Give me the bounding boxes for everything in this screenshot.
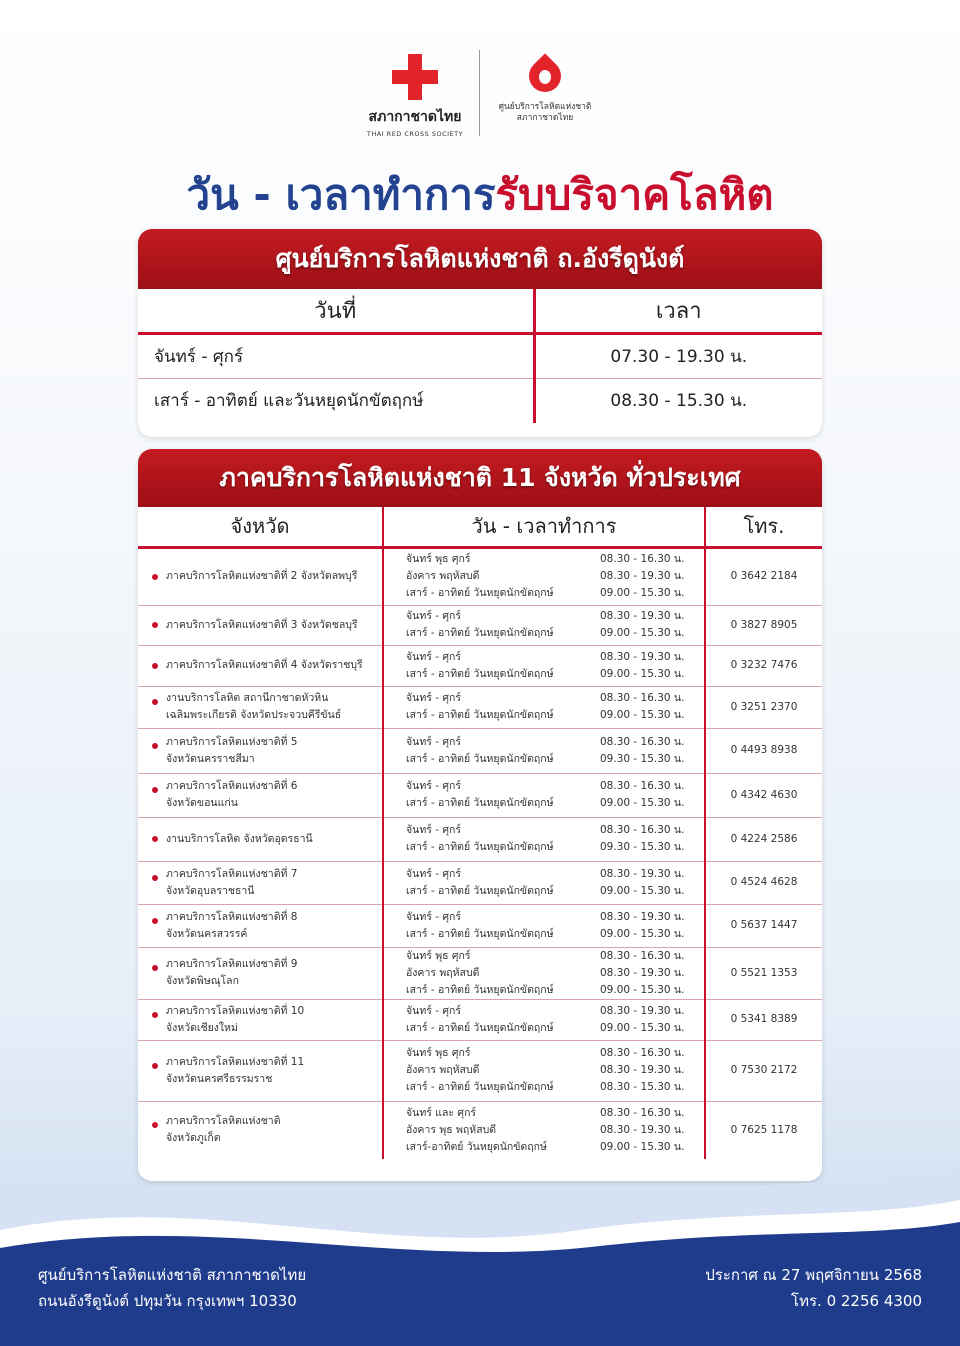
schedule-hours: 09.00 - 15.30 น. <box>600 1140 685 1153</box>
regional-heading: ภาคบริการโลหิตแห่งชาติ 11 จังหวัด ทั่วประเทศ <box>138 449 822 507</box>
schedule-hours: 08.30 - 19.30 น. <box>600 910 685 923</box>
bullet-icon <box>152 663 158 669</box>
province-name <box>138 1054 382 1088</box>
regional-table <box>138 507 822 1159</box>
schedule-days: เสาร์ - อาทิตย์ วันหยุดนักขัตฤกษ์ <box>406 841 554 853</box>
schedule-hours: 08.30 - 15.30 น. <box>600 1081 685 1093</box>
schedule-hours: 09.30 - 15.30 น. <box>600 841 685 853</box>
schedule-hours: 09.00 - 15.30 น. <box>600 667 685 680</box>
schedule-hours: 08.30 - 16.30 น. <box>600 1106 685 1119</box>
phone-cell: 0 3232 7476 <box>705 645 822 686</box>
province-name-line: เฉลิมพระเกียรติ จังหวัดประจวบคีรีขันธ์ <box>166 709 342 721</box>
province-cell <box>138 547 383 605</box>
province-cell <box>138 728 383 773</box>
schedule-hours: 09.00 - 15.30 น. <box>600 627 685 639</box>
table-row <box>138 605 822 645</box>
footer-org-name: ศูนย์บริการโลหิตแห่งชาติ สภากาชาดไทย <box>38 1266 307 1284</box>
phone-cell: 0 4524 4628 <box>705 861 822 904</box>
column-header-phone: โทร. <box>705 507 822 547</box>
thai-red-cross-logo <box>360 54 470 138</box>
schedule-days: เสาร์ - อาทิตย์ วันหยุดนักขัตฤกษ์ <box>406 983 554 996</box>
table-row <box>138 817 822 861</box>
schedule-hours: 09.00 - 15.30 น. <box>600 709 685 721</box>
schedule-days: เสาร์ - อาทิตย์ วันหยุดนักขัตฤกษ์ <box>406 927 554 940</box>
phone-cell: 0 5521 1353 <box>705 947 822 999</box>
schedule-days: เสาร์ - อาทิตย์ วันหยุดนักขัตฤกษ์ <box>406 667 554 680</box>
province-name <box>138 831 382 848</box>
schedule-days: จันทร์ พุธ ศุกร์ <box>406 553 471 565</box>
schedule-hours: 09.00 - 15.30 น. <box>600 983 685 996</box>
province-cell <box>138 904 383 947</box>
schedule-days: เสาร์ - อาทิตย์ วันหยุดนักขัตฤกษ์ <box>406 1021 554 1034</box>
province-name-line: ภาคบริการโลหิตแห่งชาติที่ 10 <box>166 1004 305 1017</box>
schedule-days: จันทร์ - ศุกร์ <box>406 692 462 704</box>
schedule-days: อังคาร พฤหัสบดี <box>406 966 480 979</box>
province-cell <box>138 605 383 645</box>
schedule-hours: 09.00 - 15.30 น. <box>600 884 685 897</box>
footer-info <box>705 1262 922 1314</box>
bullet-icon <box>152 875 158 881</box>
hours-cell <box>383 773 705 817</box>
schedule-days: เสาร์ - อาทิตย์ วันหยุดนักขัตฤกษ์ <box>406 797 554 809</box>
schedule-days: เสาร์ - อาทิตย์ วันหยุดนักขัตฤกษ์ <box>406 1081 554 1093</box>
province-cell <box>138 817 383 861</box>
table-row <box>138 1040 822 1101</box>
schedule-hours: 08.30 - 16.30 น. <box>600 692 685 704</box>
schedule-days: จันทร์ - ศุกร์ <box>406 650 462 663</box>
trc-name-thai: สภากาชาดไทย <box>368 109 462 125</box>
bullet-icon <box>152 622 158 628</box>
schedule-days: จันทร์ - ศุกร์ <box>406 824 462 836</box>
schedule-hours: 09.30 - 15.30 น. <box>600 752 685 765</box>
schedule-days: จันทร์ พุธ ศุกร์ <box>406 1047 471 1059</box>
schedule-hours: 08.30 - 16.30 น. <box>600 1047 685 1059</box>
schedule-days: จันทร์ และ ศุกร์ <box>406 1106 477 1119</box>
bullet-icon <box>152 1122 158 1128</box>
bullet-icon <box>152 699 158 705</box>
main-center-heading: ศูนย์บริการโลหิตแห่งชาติ ถ.อังรีดูนังต์ <box>138 229 822 289</box>
footer-street: ถนนอังรีดูนังต์ ปทุมวัน กรุงเทพฯ 10330 <box>38 1292 297 1310</box>
bullet-icon <box>152 1012 158 1018</box>
column-header-province: จังหวัด <box>138 507 383 547</box>
schedule-hours: 08.30 - 16.30 น. <box>600 949 685 962</box>
hours-cell <box>383 861 705 904</box>
schedule-days: เสาร์ - อาทิตย์ วันหยุดนักขัตฤกษ์ <box>406 627 554 639</box>
province-name-line: ภาคบริการโลหิตแห่งชาติที่ 2 จังหวัดลพบุรี <box>166 570 358 582</box>
footer-address <box>38 1262 306 1314</box>
province-name <box>138 734 382 768</box>
table-row <box>138 728 822 773</box>
schedule-hours: 08.30 - 19.30 น. <box>600 966 685 979</box>
blood-center-logo <box>490 50 600 124</box>
province-name <box>138 866 382 900</box>
schedule-days: จันทร์ - ศุกร์ <box>406 780 462 792</box>
schedule-hours: 08.30 - 19.30 น. <box>600 867 685 880</box>
phone-cell: 0 3642 2184 <box>705 547 822 605</box>
table-row <box>138 333 822 378</box>
page-title <box>0 162 960 228</box>
schedule-hours: 09.00 - 15.30 น. <box>600 797 685 809</box>
phone-cell: 0 5341 8389 <box>705 999 822 1040</box>
bullet-icon <box>152 574 158 580</box>
schedule-days: จันทร์ - ศุกร์ <box>406 867 462 880</box>
province-name-line: ภาคบริการโลหิตแห่งชาติที่ 8 <box>166 910 298 923</box>
schedule-hours: 09.00 - 15.30 น. <box>600 927 685 940</box>
schedule-hours: 08.30 - 19.30 น. <box>600 1004 685 1017</box>
phone-cell: 0 4493 8938 <box>705 728 822 773</box>
phone-cell: 0 3827 8905 <box>705 605 822 645</box>
province-name-line: จังหวัดเชียงใหม่ <box>166 1021 238 1034</box>
province-cell <box>138 861 383 904</box>
province-name <box>138 909 382 943</box>
schedule-days: เสาร์ - อาทิตย์ วันหยุดนักขัตฤกษ์ <box>406 709 554 721</box>
red-cross-icon <box>392 54 438 100</box>
schedule-days: จันทร์ - ศุกร์ <box>406 610 462 622</box>
province-name-line: ภาคบริการโลหิตแห่งชาติ <box>166 1115 281 1128</box>
logo-divider <box>479 50 480 136</box>
table-row <box>138 378 822 423</box>
bullet-icon <box>152 918 158 924</box>
hours-cell <box>383 1040 705 1101</box>
day-cell: เสาร์ - อาทิตย์ และวันหยุดนักขัตฤกษ์ <box>138 378 534 423</box>
hours-cell <box>383 605 705 645</box>
bullet-icon <box>152 1063 158 1069</box>
hours-cell <box>383 728 705 773</box>
province-name-line: จังหวัดอุบลราชธานี <box>166 884 255 897</box>
footer-phone: โทร. 0 2256 4300 <box>791 1292 922 1310</box>
province-cell <box>138 686 383 728</box>
schedule-days: อังคาร พฤหัสบดี <box>406 1064 480 1076</box>
province-name-line: จังหวัดขอนแก่น <box>166 797 238 809</box>
hours-cell <box>383 547 705 605</box>
table-row <box>138 547 822 605</box>
time-cell: 07.30 - 19.30 น. <box>534 333 822 378</box>
main-center-card <box>138 229 822 437</box>
bullet-icon <box>152 743 158 749</box>
province-name-line: ภาคบริการโลหิตแห่งชาติที่ 5 <box>166 735 298 748</box>
province-name-line: ภาคบริการโลหิตแห่งชาติที่ 9 <box>166 958 298 970</box>
province-name-line: จังหวัดนครสวรรค์ <box>166 927 248 940</box>
schedule-hours: 08.30 - 16.30 น. <box>600 780 685 792</box>
schedule-hours: 08.30 - 19.30 น. <box>600 650 685 663</box>
province-name <box>138 657 382 674</box>
province-cell <box>138 999 383 1040</box>
hours-cell <box>383 947 705 999</box>
schedule-days: จันทร์ - ศุกร์ <box>406 910 462 923</box>
regional-table-body <box>138 547 822 1159</box>
schedule-hours: 08.30 - 16.30 น. <box>600 553 685 565</box>
schedule-hours: 08.30 - 19.30 น. <box>600 1064 685 1076</box>
nbc-name-line2: สภากาชาดไทย <box>516 113 574 123</box>
announcement-date: ประกาศ ณ 27 พฤศจิกายน 2568 <box>705 1266 922 1284</box>
province-name <box>138 778 382 812</box>
hours-cell <box>383 817 705 861</box>
schedule-hours: 08.30 - 16.30 น. <box>600 824 685 836</box>
province-name-line: งานบริการโลหิต สถานีกาชาดหัวหิน <box>166 692 329 704</box>
schedule-days: เสาร์-อาทิตย์ วันหยุดนักขัตฤกษ์ <box>406 1140 547 1153</box>
hours-cell <box>383 686 705 728</box>
column-header-hours: วัน - เวลาทำการ <box>383 507 705 547</box>
footer-wave <box>0 1150 960 1346</box>
trc-name-english: THAI RED CROSS SOCIETY <box>366 130 464 138</box>
bullet-icon <box>152 787 158 793</box>
hours-cell <box>383 645 705 686</box>
province-name-line: จังหวัดพิษณุโลก <box>166 975 239 987</box>
province-name <box>138 617 382 634</box>
province-cell <box>138 645 383 686</box>
phone-cell: 0 4224 2586 <box>705 817 822 861</box>
schedule-days: อังคาร พฤหัสบดี <box>406 570 480 582</box>
phone-cell: 0 7625 1178 <box>730 1123 798 1136</box>
page-title-part1: วัน - เวลาทำการ <box>186 170 496 219</box>
bullet-icon <box>152 965 158 971</box>
hours-cell <box>383 999 705 1040</box>
province-name-line: จังหวัดภูเก็ต <box>166 1132 221 1145</box>
schedule-hours: 08.30 - 19.30 น. <box>600 570 685 582</box>
schedule-hours: 09.00 - 15.30 น. <box>600 1021 685 1034</box>
province-cell <box>138 773 383 817</box>
province-name-line: จังหวัดนครราชสีมา <box>166 752 255 765</box>
province-name <box>138 1003 382 1037</box>
logo-header <box>0 46 960 146</box>
province-name-line: ภาคบริการโลหิตแห่งชาติที่ 6 <box>166 780 298 792</box>
schedule-hours: 08.30 - 19.30 น. <box>600 1123 685 1136</box>
time-cell: 08.30 - 15.30 น. <box>610 391 748 412</box>
table-row <box>138 947 822 999</box>
hours-cell <box>383 904 705 947</box>
schedule-days: อังคาร พุธ พฤหัสบดี <box>406 1123 497 1136</box>
main-center-table <box>138 289 822 423</box>
bullet-icon <box>152 836 158 842</box>
table-header-row <box>138 507 822 547</box>
phone-cell: 0 7530 2172 <box>705 1040 822 1101</box>
schedule-days: จันทร์ - ศุกร์ <box>406 735 462 748</box>
regional-centers-card <box>138 449 822 1181</box>
column-header-day: วันที่ <box>138 289 534 333</box>
table-row <box>138 773 822 817</box>
province-cell <box>138 1040 383 1101</box>
province-name <box>138 568 382 585</box>
blood-drop-icon <box>525 50 565 102</box>
day-cell: จันทร์ - ศุกร์ <box>138 333 534 378</box>
phone-cell: 0 5637 1447 <box>705 904 822 947</box>
schedule-hours: 08.30 - 16.30 น. <box>600 735 685 748</box>
schedule-hours: 09.00 - 15.30 น. <box>600 587 685 599</box>
province-name-line: ภาคบริการโลหิตแห่งชาติที่ 4 จังหวัดราชบุรี <box>166 659 363 671</box>
schedule-days: จันทร์ พุธ ศุกร์ <box>406 949 471 962</box>
table-row <box>138 999 822 1040</box>
schedule-days: เสาร์ - อาทิตย์ วันหยุดนักขัตฤกษ์ <box>406 752 554 765</box>
province-name-line: จังหวัดนครศรีธรรมราช <box>166 1072 273 1085</box>
province-cell <box>138 947 383 999</box>
schedule-hours: 08.30 - 19.30 น. <box>600 610 685 622</box>
phone-cell: 0 3251 2370 <box>705 686 822 728</box>
province-name-line: ภาคบริการโลหิตแห่งชาติที่ 11 <box>166 1055 305 1068</box>
province-name-line: ภาคบริการโลหิตแห่งชาติที่ 3 จังหวัดชลบุรี <box>166 618 358 631</box>
phone-cell: 0 4342 4630 <box>705 773 822 817</box>
table-row <box>138 904 822 947</box>
schedule-days: เสาร์ - อาทิตย์ วันหยุดนักขัตฤกษ์ <box>406 587 554 599</box>
province-name-line: ภาคบริการโลหิตแห่งชาติที่ 7 <box>166 867 298 880</box>
column-header-time: เวลา <box>534 289 822 333</box>
province-name <box>138 1113 382 1147</box>
schedule-days: เสาร์ - อาทิตย์ วันหยุดนักขัตฤกษ์ <box>406 884 554 897</box>
nbc-name-line1: ศูนย์บริการโลหิตแห่งชาติ <box>498 102 592 112</box>
table-row <box>138 861 822 904</box>
table-header-row <box>138 289 822 333</box>
page-title-part2: รับบริจาคโลหิต <box>495 170 774 219</box>
table-row <box>138 645 822 686</box>
province-name <box>138 690 382 724</box>
province-name <box>138 956 382 990</box>
schedule-days: จันทร์ - ศุกร์ <box>406 1004 462 1017</box>
province-name-line: งานบริการโลหิต จังหวัดอุดรธานี <box>166 832 313 845</box>
table-row <box>138 686 822 728</box>
